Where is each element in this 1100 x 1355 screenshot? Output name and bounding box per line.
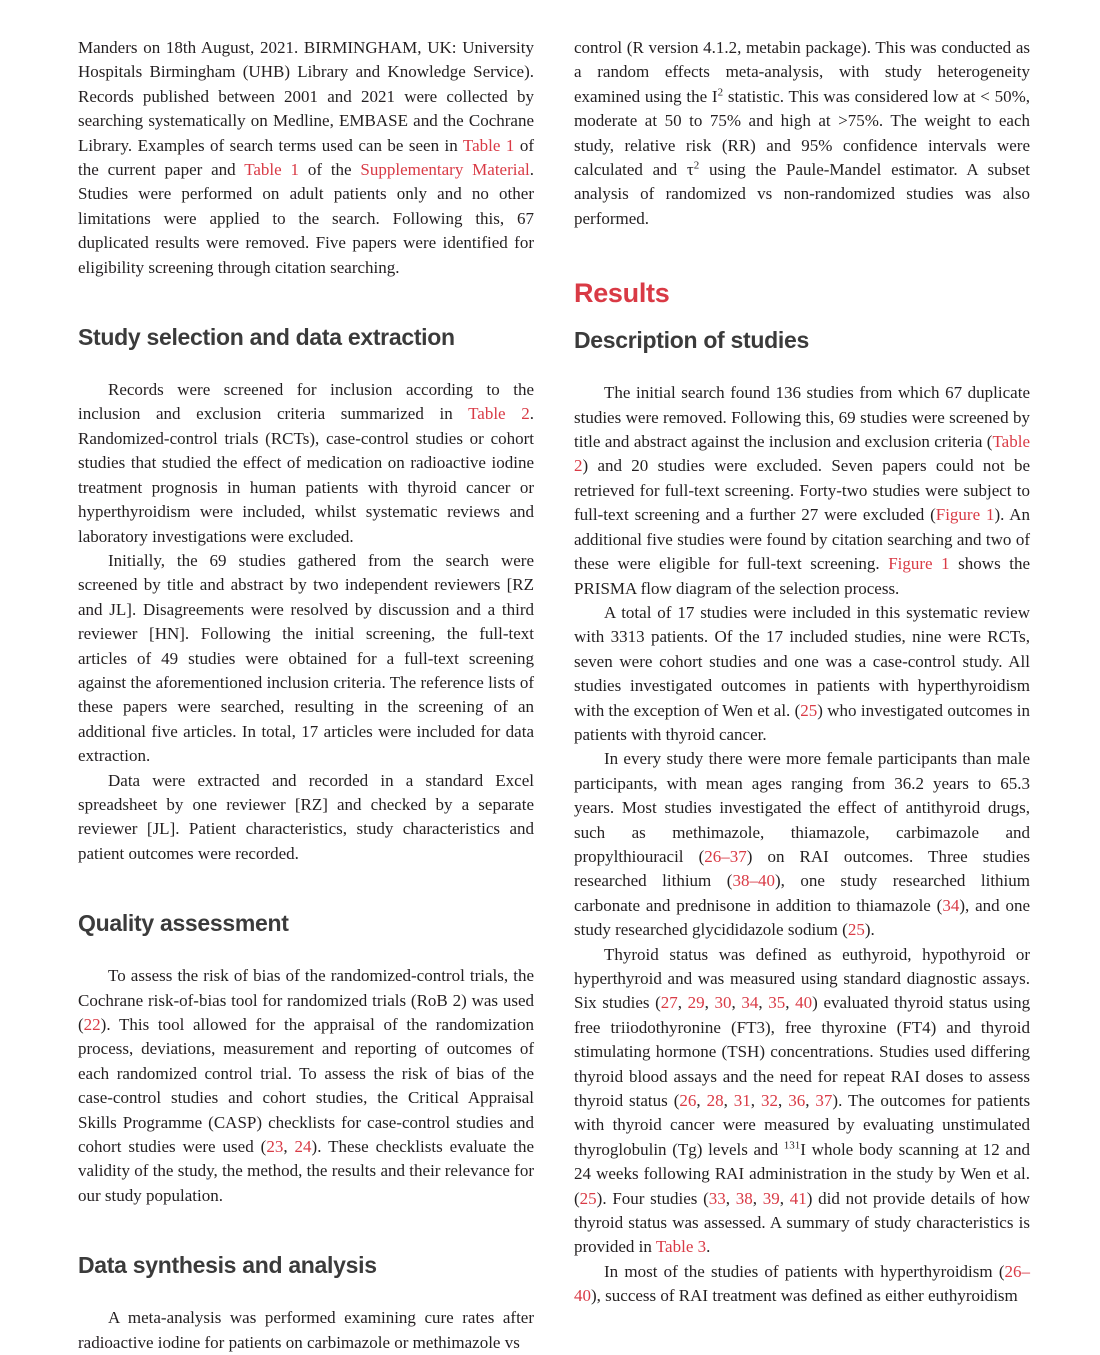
citation-30-link[interactable]: 30 — [714, 993, 732, 1013]
superscript: 2 — [717, 86, 724, 99]
citation-28-link[interactable]: 28 — [706, 1091, 724, 1111]
citation-33-link[interactable]: 33 — [708, 1188, 726, 1208]
citation-25-link[interactable]: 25 — [800, 700, 818, 720]
paragraph: Manders on 18th August, 2021. BIRMINGHAM, UK: University Hospitals Birmingham (UHB) Library and Knowledge Service). Records published between 2001 and 2021 were collected by searching systematically on Medline, EMBASE and the Cochrane Library. Examples of search terms used can be seen in Table 1 of the current paper and Table 1 of the Supplementary Material. Studies were performed on adult patients only and no other limitations were applied to the search. Following this, 67 duplicated results were removed. Five papers were identified for eligibility screening through citation searching. — [78, 38, 535, 277]
citation-39-link[interactable]: 39 — [762, 1188, 780, 1208]
table-2-link[interactable]: Table 2 — [468, 404, 530, 424]
paragraph: Initially, the 69 studies gathered from the search were screened by title and abstract by two independent reviewers [RZ and JL]. Disagreements were resolved by discussion and a third reviewer [HN]. Following the initial screening, the full-text articles of 49 studies were obtained for a full-text screening against the aforementioned inclusion criteria. The reference lists of these papers were searched, resulting in the screening of an additional five articles. In total, 17 articles were included for data extraction. — [78, 550, 534, 766]
citation-34-link[interactable]: 34 — [942, 895, 960, 915]
citation-26-link[interactable]: 26 — [679, 1091, 697, 1111]
citation-38-link[interactable]: 38 — [735, 1188, 753, 1208]
paragraph: Thyroid status was defined as euthyroid, hypothyroid or hyperthyroid and was measured using standard diagnostic assays. Six studies (27, 29, 30, 34, 35, 40) evaluated thyroid status using free triiodothyronine (FT3), free thyroxine (FT4) and thyroid stimulating hormone (TSH) concentrations. Studies used differing thyroid blood assays and the need for repeat RAI doses to assess thyroid status (26, 28, 31, 32, 36, 37). The outcomes for patients with thyroid cancer were measured by evaluating unstimulated thyroglobulin (Tg) levels and $^{131}$I whole body scanning at 12 and 24 weeks following RAI administration in the study by Wen et al. (25). Four studies (33, 38, 39, 41) did not provide details of how thyroid status was assessed. A summary of study characteristics is provided in Table 3. — [574, 944, 1031, 1257]
table-1-supplementary-link[interactable]: Table 1 — [244, 160, 300, 180]
figure-1-link[interactable]: Figure 1 — [935, 505, 995, 525]
citation-36-link[interactable]: 36 — [788, 1091, 806, 1111]
supplementary-material-link[interactable]: Supplementary Material — [360, 160, 530, 180]
citation-26-40-link[interactable]: 40 — [574, 1286, 591, 1306]
citation-25-link[interactable]: 25 — [847, 920, 865, 940]
left-column — [78, 36, 535, 1352]
citation-25-link[interactable]: 25 — [579, 1188, 597, 1208]
paragraph: To assess the risk of bias of the randomized-control trials, the Cochrane risk-of-bias tool for randomized trials (RoB 2) was used (22). This tool allowed for the appraisal of the randomization process, deviations, measurement and reporting of outcomes of each randomized control trial. To assess the risk of bias of the case-control studies and cohort studies, the Critical Appraisal Skills Programme (CASP) checklists for case-control studies and cohort studies were used (23, 24). These checklists evaluate the validity of the study, the method, the results and their relevance for our study population. — [78, 966, 534, 1205]
citation-23-link[interactable]: 23 — [266, 1137, 284, 1157]
citation-27-link[interactable]: 27 — [660, 993, 678, 1013]
study-selection-heading: Study selection and data extraction — [78, 324, 455, 351]
citation-41-link[interactable]: 41 — [789, 1188, 807, 1208]
paragraph: In most of the studies of patients with hyperthyroidism (26–40), success of RAI treatment was defined as either euthyroidism — [574, 1261, 1030, 1306]
results-heading: Results — [574, 278, 670, 309]
paragraph: control (R version 4.1.2, metabin package). This was conducted as a random effects meta-analysis, with study heterogeneity examined using the $I^2$ statistic. This was considered low at < 50%, moderate at 50 to 75% and high at >75%. The weight to each study, relative risk (RR) and 95% confidence intervals were calculated and $\tau^2$ using the Paule-Mandel estimator. A subset analysis of randomized vs non-randomized studies was also performed. — [574, 38, 1030, 228]
citation-38-40-link[interactable]: 38–40 — [732, 871, 775, 891]
citation-26-37-link[interactable]: 26–37 — [704, 846, 747, 866]
table-2-link[interactable]: Table 2 — [574, 432, 1030, 476]
citation-26-40-link[interactable]: 26– — [1004, 1261, 1030, 1281]
citation-29-link[interactable]: 29 — [687, 993, 705, 1013]
paragraph: The initial search found 136 studies from which 67 duplicate studies were removed. Following this, 69 studies were screened by title and abstract against the inclusion and exclusion criteria (Table 2) and 20 studies were excluded. Seven papers could not be retrieved for full-text screening. Forty-two studies were subject to full-text screening and a further 27 were excluded (Figure 1). An additional five studies were found by citation searching and two of these were eligible for full-text screening. Figure 1 shows the PRISMA flow diagram of the selection process. — [574, 383, 1031, 598]
paragraph: A meta-analysis was performed examining cure rates after radioactive iodine for patients on carbimazole or methimazole vs — [78, 1308, 534, 1352]
citation-22-link[interactable]: 22 — [83, 1015, 101, 1034]
paragraph: Data were extracted and recorded in a standard Excel spreadsheet by one reviewer [RZ] and checked by a separate reviewer [JL]. Patient characteristics, study characteristics and patient outcomes were recorded. — [78, 770, 534, 863]
citation-34-link[interactable]: 34 — [741, 993, 759, 1013]
quality-assessment-heading: Quality assessment — [78, 910, 289, 937]
citation-37-link[interactable]: 37 — [815, 1091, 833, 1111]
data-synthesis-heading: Data synthesis and analysis — [78, 1252, 377, 1279]
citation-32-link[interactable]: 32 — [761, 1091, 778, 1111]
citation-35-link[interactable]: 35 — [768, 993, 786, 1013]
figure-1-link[interactable]: Figure 1 — [888, 554, 950, 574]
citation-24-link[interactable]: 24 — [294, 1137, 312, 1157]
table-3-link[interactable]: Table 3 — [655, 1237, 707, 1257]
paragraph: A total of 17 studies were included in this systematic review with 3313 patients. Of the 17 included studies, nine were RCTs, seven were cohort studies and one was a case-control study. All studies investigated outcomes in patients with hyperthyroidism with the exception of Wen et al. (25) who investigated outcomes in patients with thyroid cancer. — [574, 602, 1030, 744]
right-column — [574, 36, 1030, 1348]
paragraph: In every study there were more female participants than male participants, with mean ages ranging from 36.2 years to 65.3 years. Most studies investigated the effect of antithyroid drugs, such as methimazole, thiamazole, carbimazole and propylthiouracil (26–37) on RAI outcomes. Three studies researched lithium (38–40), one study researched lithium carbonate and prednisone in addition to thiamazole (34), and one study researched glycididazole sodium (25). — [574, 749, 1030, 940]
paragraph: Records were screened for inclusion according to the inclusion and exclusion criteria summarized in Table 2. Randomized-control trials (RCTs), case-control studies or cohort studies that studied the effect of medication on radioactive iodine treatment prognosis in human patients with thyroid cancer or hyperthyroidism were included, whilst systematic reviews and laboratory investigations were excluded. — [78, 380, 535, 546]
superscript: 2 — [693, 159, 700, 172]
superscript: 131 — [783, 1139, 801, 1152]
citation-40-link[interactable]: 40 — [795, 993, 813, 1013]
description-of-studies-heading: Description of studies — [574, 327, 809, 354]
citation-31-link[interactable]: 31 — [733, 1091, 751, 1111]
table-1-link[interactable]: Table 1 — [462, 135, 515, 155]
